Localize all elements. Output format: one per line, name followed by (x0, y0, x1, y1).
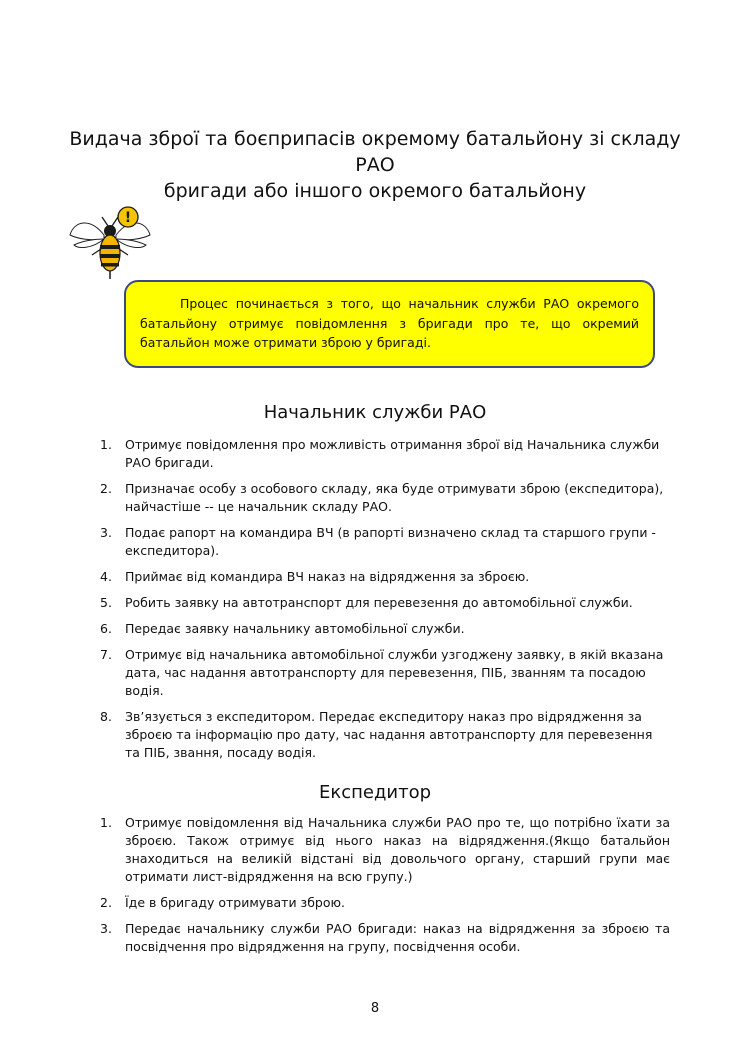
page-title (60, 126, 690, 204)
list-item-text: Приймає від командира ВЧ наказ на відрядження за зброєю. (125, 569, 530, 584)
list-item-text: Зв’язується з експедитором. Передає експедитору наказ про відрядження за зброєю та інформацію про дату, час надання автотранспорту для перевезення та ПІБ, звання, посаду водія. (125, 709, 653, 760)
list-item: 4. Приймає від командира ВЧ наказ на відрядження за зброєю. (100, 569, 530, 584)
list-item: 8. Зв’язується з експедитором. Передає експедитору наказ про відрядження за зброєю та інформацію про дату, час надання автотранспорту для перевезення та ПІБ, звання, посаду водія. (100, 709, 653, 760)
page-title-line-1: Видача зброї та боєприпасів окремому батальйону зі складу РАО (69, 128, 681, 176)
list-item: 3. Подає рапорт на командира ВЧ (в рапорті визначено склад та старшого групи - експедитора). (100, 525, 656, 558)
list-item-text: Отримує від начальника автомобільної служби узгоджену заявку, в якій вказана дата, час надання автотранспорту для перевезення, ПІБ, званням та посадою водія. (125, 647, 664, 698)
head-rao-steps-list (100, 436, 670, 762)
list-item-text: Отримує повідомлення про можливість отримання зброї від Начальника служби РАО бригади. (125, 437, 660, 470)
forwarder-steps-list (100, 814, 670, 956)
page-title-line-2: бригади або іншого окремого батальйону (163, 180, 587, 202)
list-item: 2. Призначає особу з особового складу, яка буде отримувати зброю (експедитора), найчастіше -- це начальник складу РАО. (100, 481, 664, 514)
warning-badge-glyph: ! (124, 210, 132, 226)
list-item-text: Передає начальнику служби РАО бригади: наказ на відрядження за зброєю та посвідчення про відрядження на групу, посвідчення особи. (125, 921, 670, 954)
list-item: 1. Отримує повідомлення про можливість отримання зброї від Начальника служби РАО бригади. (100, 437, 660, 470)
list-item: 5. Робить заявку на автотранспорт для перевезення до автомобільної служби. (100, 595, 633, 610)
list-item: 3. Передає начальнику служби РАО бригади: наказ на відрядження за зброєю та посвідчення про відрядження на групу, посвідчення особи. (100, 921, 670, 954)
page-number: 8 (370, 1001, 380, 1016)
list-item: 6. Передає заявку начальнику автомобільної служби. (100, 621, 465, 636)
section-title-head-rao: Начальник служби РАО (263, 402, 487, 423)
list-item-text: Робить заявку на автотранспорт для перевезення до автомобільної служби. (125, 595, 633, 610)
list-item: 7. Отримує від начальника автомобільної служби узгоджену заявку, в якій вказана дата, час надання автотранспорту для перевезення, ПІБ, званням та посадою водія. (100, 647, 664, 698)
bee-warning-icon (68, 205, 152, 285)
section-title-forwarder: Експедитор (318, 782, 432, 803)
list-item-text: Їде в бригаду отримувати зброю. (125, 895, 345, 910)
callout-text: Процес починається з того, що начальник служби РАО окремого батальйону отримує повідомлення з бригади про те, що окремий батальйон може отримати зброю у бригаді. (140, 296, 639, 350)
list-item-text: Призначає особу з особового складу, яка буде отримувати зброю (експедитора), найчастіше -- це начальник складу РАО. (125, 481, 664, 514)
list-item-text: Передає заявку начальнику автомобільної служби. (125, 621, 465, 636)
list-item: 2. Їде в бригаду отримувати зброю. (100, 894, 670, 912)
callout-box (124, 280, 655, 368)
list-item: 1. Отримує повідомлення від Начальника служби РАО про те, що потрібно їхати за зброєю. Також отримує від нього наказ на відрядження.(Якщо батальйон знаходиться на великій відстані від довольчого органу, старший групи має отримати лист-відрядження на всю групу.) (100, 815, 670, 884)
list-item-text: Отримує повідомлення від Начальника служби РАО про те, що потрібно їхати за зброєю. Також отримує від нього наказ на відрядження.(Якщо батальйон знаходиться на великій відстані від довольчого органу, старший групи має отримати лист-відрядження на всю групу.) (125, 815, 670, 884)
list-item-text: Подає рапорт на командира ВЧ (в рапорті визначено склад та старшого групи - експедитора). (125, 525, 656, 558)
